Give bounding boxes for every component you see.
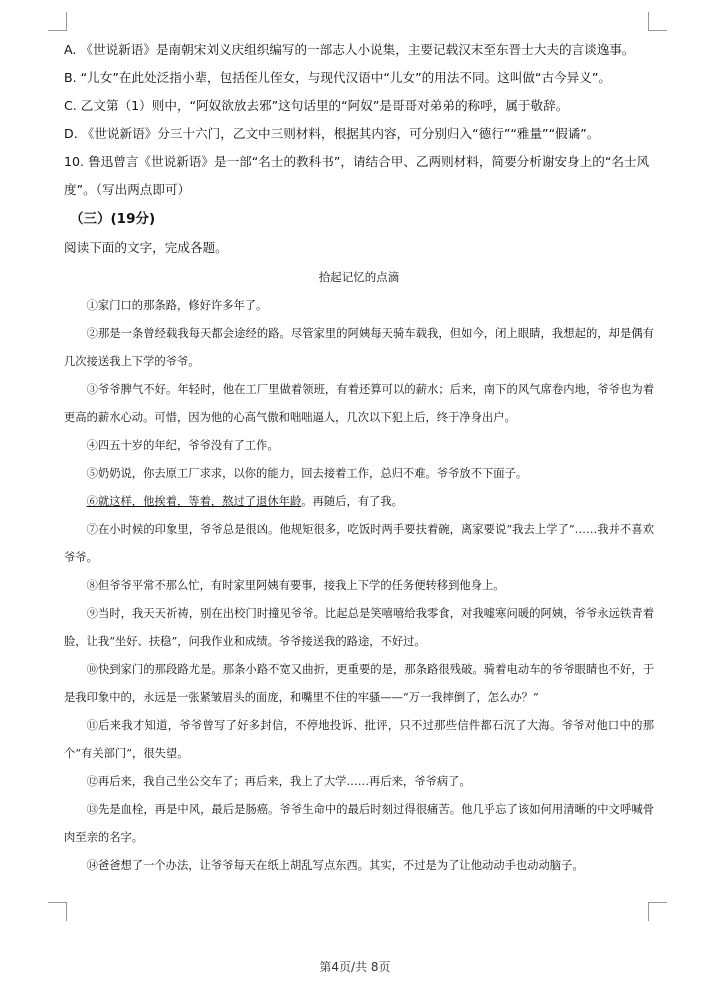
page-content bbox=[64, 36, 654, 880]
option-b: B. “儿女”在此处泛指小辈，包括侄儿侄女，与现代汉语中“儿女”的用法不同。这叫做“古今异义”。 bbox=[64, 70, 611, 85]
paragraph-3: ③爷爷脾气不好。年轻时，他在工厂里做着领班，有着还算可以的薪水；后来，南下的风气席卷内地，爷爷也为着更高的薪水心动。可惜，因为他的心高气傲和咄咄逼人，几次以下犯上后，终于净身出户。 bbox=[64, 383, 654, 424]
paragraph-10: ⑩快到家门的那段路尤是。那条小路不宽又曲折，更重要的是，那条路很残破。骑着电动车的爷爷眼睛也不好，于是我印象中的，永远是一张紧皱眉头的面庞，和嘴里不住的牢骚——“万一我摔倒了，怎么办？” bbox=[64, 663, 654, 704]
paragraph-12: ⑫再后来，我自己坐公交车了；再后来，我上了大学……再后来，爷爷病了。 bbox=[86, 775, 471, 788]
paragraph-6 bbox=[64, 488, 654, 516]
question-10: 10. 鲁迅曾言《世说新语》是一部“名士的教科书”，请结合甲、乙两则材料，简要分析谢安身上的“名士风度”。（写出两点即可） bbox=[64, 154, 650, 197]
corner-mark-top-right bbox=[648, 12, 667, 31]
section-instruction: 阅读下面的文字，完成各题。 bbox=[64, 240, 228, 255]
underlined-sentence: ⑥就这样，他挨着，等着，熬过了退休年龄 bbox=[86, 495, 302, 508]
paragraph-2: ②那是一条曾经载我每天都会途经的路。尽管家里的阿姨每天骑车载我，但如今，闭上眼睛，我想起的，却是偶有几次接送我上下学的爷爷。 bbox=[64, 327, 654, 368]
paragraph-13: ⑬先是血栓，再是中风，最后是肠癌。爷爷生命中的最后时刻过得很痛苦。他几乎忘了该如何用清晰的中文呼喊骨肉至亲的名字。 bbox=[64, 803, 654, 844]
paragraph-8: ⑧但爷爷平常不那么忙，有时家里阿姨有要事，接我上下学的任务便转移到他身上。 bbox=[86, 579, 505, 592]
paragraph-6-rest: 。再随后，有了我。 bbox=[301, 495, 403, 508]
paragraph-1: ①家门口的那条路，修好许多年了。 bbox=[86, 299, 268, 312]
paragraph-9: ⑨当时，我天天祈祷，别在出校门时撞见爷爷。比起总是笑嘻嘻给我零食，对我嘘寒问暖的阿姨，爷爷永远铁青着脸，让我“坐好、扶稳”，问我作业和成绩。爷爷接送我的路途，不好过。 bbox=[64, 607, 654, 648]
paragraph-4: ④四五十岁的年纪，爷爷没有了工作。 bbox=[86, 439, 279, 452]
option-d: D. 《世说新语》分三十六门，乙文中三则材料，根据其内容，可分别归入“德行”“雅量”“假谲”。 bbox=[64, 126, 600, 141]
paragraph-5: ⑤奶奶说，你去原工厂求求，以你的能力，回去接着工作，总归不难。爷爷放不下面子。 bbox=[86, 467, 528, 480]
article-title: 拾起记忆的点滴 bbox=[318, 270, 400, 284]
paragraph-7: ⑦在小时候的印象里，爷爷总是很凶。他规矩很多，吃饭时两手要扶着碗，离家要说“我去上学了”……我并不喜欢爷爷。 bbox=[64, 523, 654, 564]
page-number: 第4页/共 8页 bbox=[319, 960, 391, 974]
corner-mark-top-left bbox=[48, 12, 67, 31]
section-heading: （三）(19分) bbox=[70, 211, 156, 227]
paragraph-14: ⑭爸爸想了一个办法，让爷爷每天在纸上胡乱写点东西。其实，不过是为了让他动动手也动动脑子。 bbox=[86, 859, 584, 872]
corner-mark-bottom-left bbox=[48, 902, 67, 921]
option-a: A. 《世说新语》是南朝宋刘义庆组织编写的一部志人小说集，主要记载汉末至东晋士大夫的言谈逸事。 bbox=[64, 42, 635, 57]
paragraph-11: ⑪后来我才知道，爷爷曾写了好多封信，不停地投诉、批评，只不过那些信件都石沉了大海。爷爷对他口中的那个“有关部门”，很失望。 bbox=[64, 719, 654, 760]
corner-mark-bottom-right bbox=[648, 902, 667, 921]
option-c: C. 乙文第（1）则中，“阿奴欲放去邪”这句话里的“阿奴”是哥哥对弟弟的称呼，属于敬辞。 bbox=[64, 98, 569, 113]
